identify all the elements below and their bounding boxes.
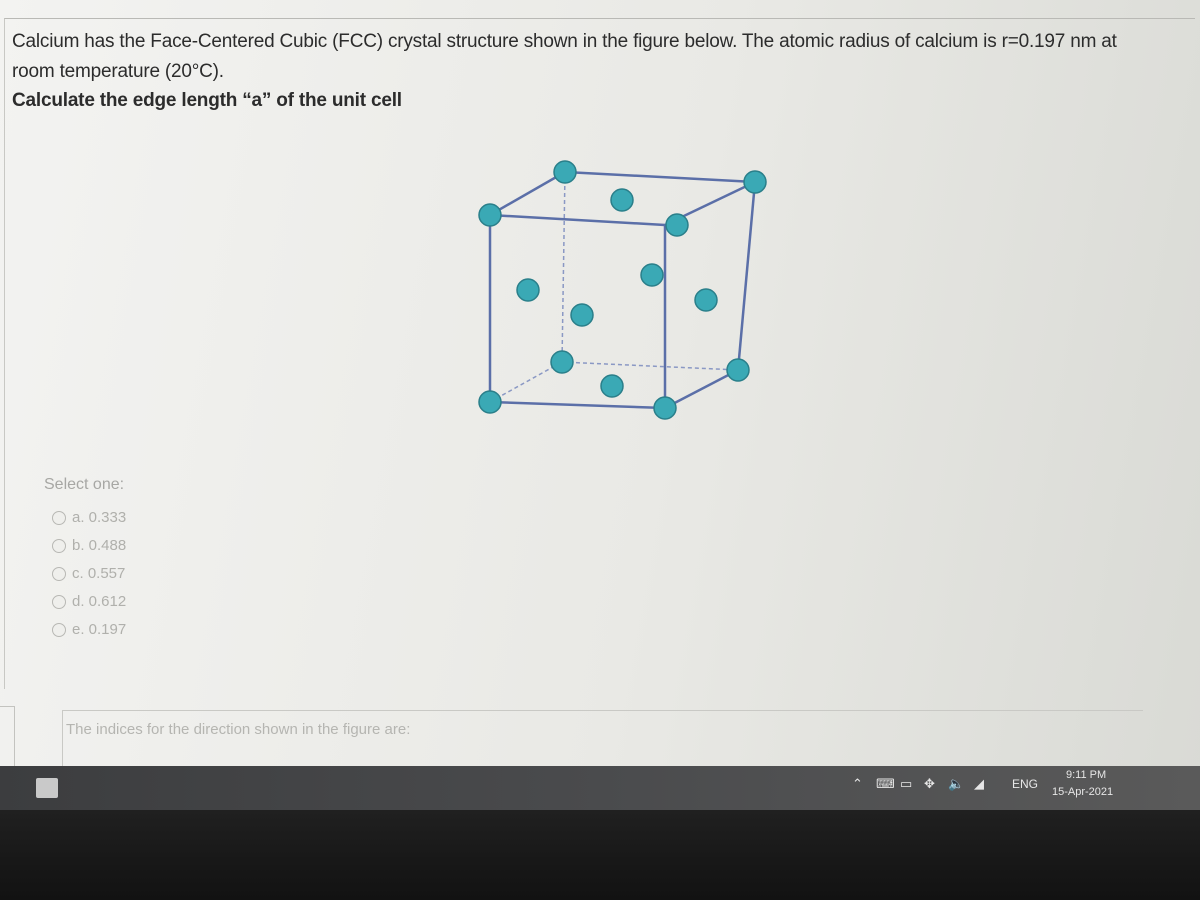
laptop-bezel — [0, 810, 1200, 900]
face-atom — [611, 189, 633, 211]
radio-button-e[interactable] — [52, 623, 66, 637]
answer-option-e[interactable] — [52, 621, 126, 638]
question-prompt: Calculate the edge length “a” of the unit cell — [12, 90, 402, 111]
atoms — [479, 161, 766, 419]
touch-keyboard-icon[interactable]: ⌨ — [876, 776, 895, 791]
answer-option-label: b. 0.488 — [72, 537, 127, 554]
fcc-unit-cell-figure — [470, 150, 780, 430]
question-text-line-2: room temperature (20°C). — [12, 61, 224, 82]
answer-option-label: e. 0.197 — [72, 621, 127, 638]
language-indicator[interactable]: ENG — [1012, 777, 1039, 791]
face-atom — [517, 279, 539, 301]
face-atom — [695, 289, 717, 311]
corner-atom — [479, 391, 501, 413]
question-nav-marker — [0, 706, 15, 768]
next-question-text: The indices for the direction shown in the figure are: — [66, 721, 411, 738]
face-atom — [601, 375, 623, 397]
question-text-line-1: Calcium has the Face-Centered Cubic (FCC) crystal structure shown in the figure below. The atomic radius of calcium is r=0.197 nm at — [12, 31, 1117, 52]
taskbar-clock-date[interactable]: 15-Apr-2021 — [1052, 786, 1114, 798]
radio-button-b[interactable] — [52, 539, 66, 553]
answer-option-label: c. 0.557 — [72, 565, 126, 582]
select-one-label: Select one: — [44, 476, 125, 493]
next-question-container — [62, 710, 1143, 769]
corner-atom — [654, 397, 676, 419]
answer-option-d[interactable] — [52, 593, 126, 610]
face-atom — [571, 304, 593, 326]
answer-option-a[interactable] — [52, 509, 126, 526]
corner-atom — [666, 214, 688, 236]
corner-atom — [479, 204, 501, 226]
answer-option-label: d. 0.612 — [72, 593, 127, 610]
answer-option-label: a. 0.333 — [72, 509, 127, 526]
radio-button-a[interactable] — [52, 511, 66, 525]
chevron-up-icon[interactable]: ⌃ — [852, 776, 863, 791]
corner-atom — [554, 161, 576, 183]
battery-icon[interactable]: ▭ — [900, 776, 913, 791]
answer-option-b[interactable] — [52, 537, 126, 554]
network-icon[interactable]: ✥ — [924, 776, 935, 791]
wifi-icon[interactable]: ◢ — [974, 776, 984, 791]
radio-button-d[interactable] — [52, 595, 66, 609]
answer-option-c[interactable] — [52, 565, 125, 582]
corner-atom — [551, 351, 573, 373]
speaker-icon[interactable]: 🔈 — [948, 776, 965, 791]
radio-button-c[interactable] — [52, 567, 66, 581]
corner-atom — [744, 171, 766, 193]
taskbar-clock-time[interactable]: 9:11 PM — [1066, 769, 1107, 781]
face-atom — [641, 264, 663, 286]
corner-atom — [727, 359, 749, 381]
start-button-icon[interactable] — [36, 778, 58, 798]
